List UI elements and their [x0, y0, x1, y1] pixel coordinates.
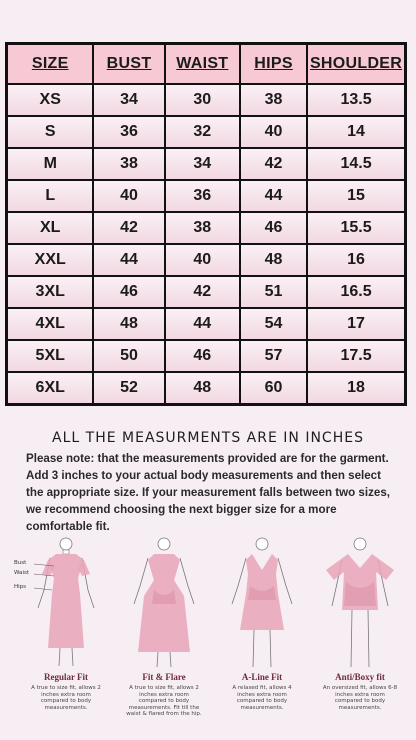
- cell-size: XS: [7, 84, 93, 116]
- table-row: [7, 308, 405, 340]
- fit-title: Fit & Flare: [142, 672, 186, 682]
- cell-shoulder: 15.5: [307, 212, 405, 244]
- table-header-row: [7, 44, 405, 84]
- cell-hips: 57: [240, 340, 307, 372]
- cell-size: 5XL: [7, 340, 93, 372]
- regular-fit-figure-icon: [20, 530, 112, 670]
- header-waist: WAIST: [165, 44, 240, 84]
- fit-note: [26, 450, 398, 535]
- fit-boxy: [314, 530, 406, 738]
- fit-and-flare-figure-icon: [118, 530, 210, 670]
- table-row: [7, 276, 405, 308]
- cell-waist: 46: [165, 340, 240, 372]
- size-chart: [5, 42, 409, 406]
- header-size: SIZE: [7, 44, 93, 84]
- cell-bust: 34: [93, 84, 164, 116]
- cell-shoulder: 17.5: [307, 340, 405, 372]
- fit-description: A relaxed fit, allows 4 inches extra room compared to body measurements.: [232, 685, 292, 711]
- cell-hips: 44: [240, 180, 307, 212]
- cell-bust: 50: [93, 340, 164, 372]
- table-row: [7, 84, 405, 116]
- cell-bust: 42: [93, 212, 164, 244]
- cell-size: 3XL: [7, 276, 93, 308]
- cell-waist: 36: [165, 180, 240, 212]
- cell-waist: 44: [165, 308, 240, 340]
- cell-hips: 48: [240, 244, 307, 276]
- cell-size: M: [7, 148, 93, 180]
- cell-waist: 38: [165, 212, 240, 244]
- fit-description: An oversized fit, allows 6-8 inches extra room compared to body measurements.: [322, 685, 398, 711]
- note-body: that the measurements provided are for the garment. Add 3 inches to your actual body measurements and then select the appropriate size. If your measurement falls between two sizes, we recommend choosing the next bigger size for a more comfortable fit.: [26, 452, 391, 533]
- fit-title: Regular Fit: [43, 672, 89, 682]
- cell-size: XXL: [7, 244, 93, 276]
- label-hips: Hips: [14, 584, 27, 590]
- cell-bust: 48: [93, 308, 164, 340]
- cell-size: 4XL: [7, 308, 93, 340]
- cell-bust: 46: [93, 276, 164, 308]
- label-waist: Waist: [14, 570, 30, 576]
- table-row: [7, 180, 405, 212]
- table-row: [7, 116, 405, 148]
- cell-hips: 38: [240, 84, 307, 116]
- cell-shoulder: 14: [307, 116, 405, 148]
- fit-illustrations: [14, 530, 412, 740]
- table-row: [7, 244, 405, 276]
- cell-bust: 44: [93, 244, 164, 276]
- cell-shoulder: 18: [307, 372, 405, 404]
- header-shoulder: SHOULDER: [307, 44, 405, 84]
- boxy-fit-figure-icon: [314, 530, 406, 670]
- cell-waist: 40: [165, 244, 240, 276]
- cell-shoulder: 15: [307, 180, 405, 212]
- table-row: [7, 340, 405, 372]
- cell-waist: 34: [165, 148, 240, 180]
- label-bust: Bust: [14, 560, 27, 566]
- table-row: [7, 148, 405, 180]
- header-bust: BUST: [93, 44, 164, 84]
- units-heading: ALL THE MEASURMENTS ARE IN INCHES: [52, 430, 364, 446]
- fit-flare: [118, 530, 210, 738]
- cell-hips: 60: [240, 372, 307, 404]
- fit-title: A-Line Fit: [241, 672, 283, 682]
- cell-waist: 32: [165, 116, 240, 148]
- fit-description: A true to size fit, allows 2 inches extra room compared to body measurements.: [31, 685, 101, 711]
- cell-size: L: [7, 180, 93, 212]
- cell-hips: 54: [240, 308, 307, 340]
- cell-hips: 46: [240, 212, 307, 244]
- cell-hips: 40: [240, 116, 307, 148]
- table-body: [7, 84, 405, 404]
- table-row: [7, 212, 405, 244]
- cell-size: XL: [7, 212, 93, 244]
- cell-shoulder: 13.5: [307, 84, 405, 116]
- header-hips: HIPS: [240, 44, 307, 84]
- cell-shoulder: 16: [307, 244, 405, 276]
- size-table: [5, 42, 407, 406]
- a-line-fit-figure-icon: [216, 530, 308, 670]
- cell-bust: 36: [93, 116, 164, 148]
- cell-waist: 48: [165, 372, 240, 404]
- cell-shoulder: 17: [307, 308, 405, 340]
- cell-waist: 30: [165, 84, 240, 116]
- cell-waist: 42: [165, 276, 240, 308]
- fit-regular: [14, 530, 112, 738]
- table-row: [7, 372, 405, 404]
- cell-shoulder: 16.5: [307, 276, 405, 308]
- cell-size: 6XL: [7, 372, 93, 404]
- fit-description: A true to size fit, allows 2 inches extra room compared to body measurements. Fit till the waist & flared from the hip.: [126, 685, 202, 717]
- cell-bust: 40: [93, 180, 164, 212]
- cell-shoulder: 14.5: [307, 148, 405, 180]
- note-lead: Please note:: [26, 452, 95, 465]
- cell-bust: 52: [93, 372, 164, 404]
- fit-title: Anti/Boxy fit: [335, 672, 385, 682]
- cell-hips: 42: [240, 148, 307, 180]
- cell-bust: 38: [93, 148, 164, 180]
- cell-hips: 51: [240, 276, 307, 308]
- cell-size: S: [7, 116, 93, 148]
- fit-aline: [216, 530, 308, 738]
